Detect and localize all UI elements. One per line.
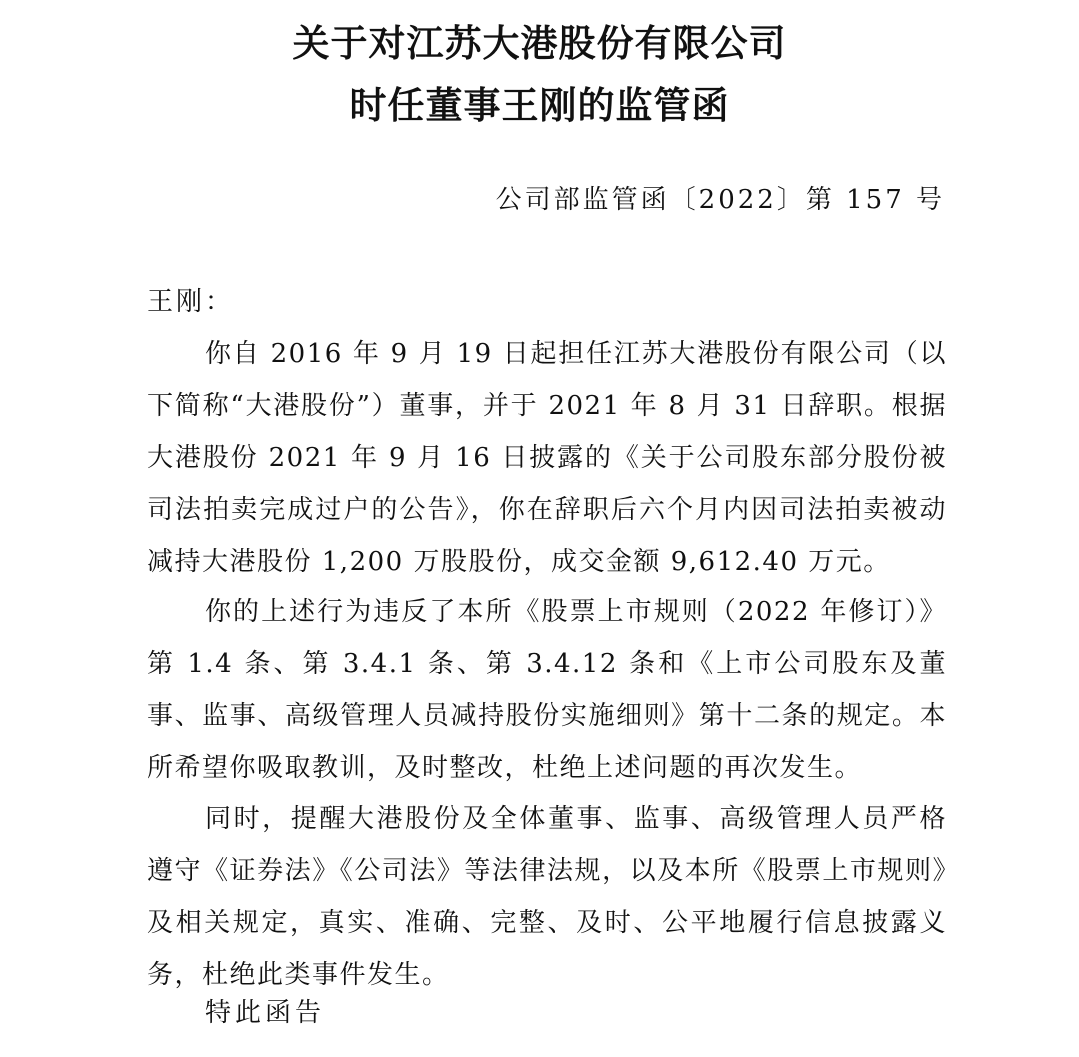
letter-reference-number: 公司部监管函〔2022〕第 157 号 (495, 185, 945, 215)
letter-paragraph-2: 你的上述行为违反了本所《股票上市规则（2022 年修订）》第 1.4 条、第 3.4.1 条、第 3.4.12 条和《上市公司股东及董事、监事、高级管理人员减持股份实施细则》第十二条的规定。本所希望你吸取教训，及时整改，杜绝上述问题的再次发生。 (147, 597, 947, 783)
letter-title-line-2: 时任董事王刚的监管函 (349, 84, 730, 127)
letter-paragraph-1: 你自 2016 年 9 月 19 日起担任江苏大港股份有限公司（以下简称“大港股份”）董事，并于 2021 年 8 月 31 日辞职。根据大港股份 2021 年 9 月 16 日披露的《关于公司股东部分股份被司法拍卖完成过户的公告》，你在辞职后六个月内因司法拍卖被动减持大港股份 1,200 万股股份，成交金额 9,612.40 万元。 (147, 339, 947, 577)
letter-paragraph-3: 同时，提醒大港股份及全体董事、监事、高级管理人员严格遵守《证券法》《公司法》等法律法规，以及本所《股票上市规则》及相关规定，真实、准确、完整、及时、公平地履行信息披露义务，杜绝此类事件发生。 (147, 804, 947, 990)
letter-salutation: 王刚： (147, 287, 235, 317)
letter-title-line-1: 关于对江苏大港股份有限公司 (292, 22, 787, 65)
letter-closing: 特此函告 (205, 998, 326, 1028)
